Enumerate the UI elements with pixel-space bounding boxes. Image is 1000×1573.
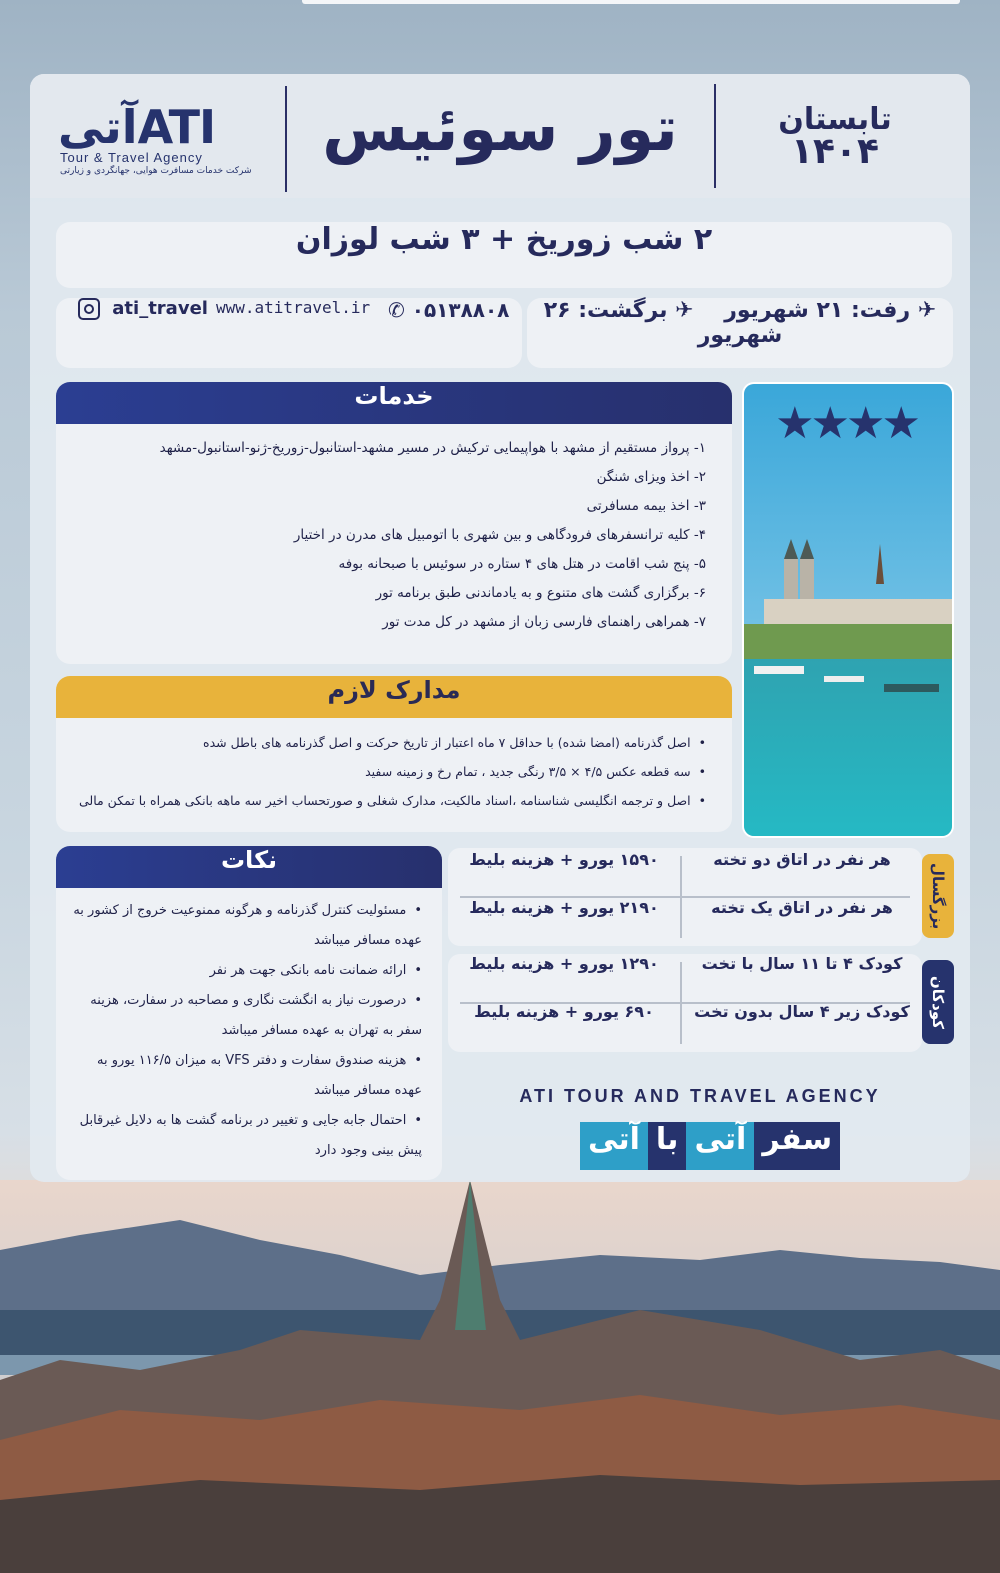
agency-logo [58, 100, 278, 180]
instagram-handle: ati_travel [112, 298, 208, 319]
page-title: تور سوئیس [322, 92, 678, 165]
notes-list [56, 888, 442, 1166]
documents-section [56, 676, 732, 832]
child-tag-label: کودکان [929, 975, 947, 1029]
adult-prices-box [448, 848, 922, 946]
notes-section [56, 846, 442, 1180]
list-item: ۶- برگزاری گشت های متنوع و به یادماندنی طبق برنامه تور [375, 585, 706, 601]
season-year: ۱۴۰۴ [791, 131, 879, 172]
list-item: ۵- پنج شب اقامت در هتل های ۴ ستاره در سوئیس با صبحانه بوفه [338, 556, 706, 572]
notes-title: نکات [56, 846, 442, 888]
instagram-icon [78, 298, 100, 320]
list-item: • هزینه صندوق سفارت و دفتر VFS به میزان ۱۱۶/۵ یورو به عهده مسافر میباشد [68, 1046, 422, 1106]
services-section [56, 382, 732, 664]
adult-single-price: ۲۱۹۰ یورو + هزینه بلیط [469, 898, 659, 917]
child-prices-box [448, 954, 922, 1052]
slogan-word: سفر [754, 1122, 840, 1170]
child-with-bed-price: ۱۲۹۰ یورو + هزینه بلیط [469, 954, 659, 973]
list-item: • اصل گذرنامه (امضا شده) با حداقل ۷ ماه اعتبار از تاریخ حرکت و اصل گذرنامه های باطل شده [70, 728, 706, 757]
list-item: • اصل و ترجمه انگلیسی شناسنامه ،اسناد مالکیت، مدارک شغلی و صورتحساب اخیر سه ماهه بانکی همراه با تمکن مالی [70, 786, 706, 815]
list-item: ۳- اخذ بیمه مسافرتی [586, 498, 706, 514]
logo-brand: ATIآتی [58, 100, 216, 154]
slogan-word: آتی [580, 1122, 648, 1170]
child-tag [922, 960, 954, 1044]
list-item: • احتمال جابه جایی و تغییر در برنامه گشت ها به دلایل غیرقابل پیش بینی وجود دارد [68, 1106, 422, 1166]
instagram-contact[interactable] [78, 298, 208, 368]
logo-tagline: Tour & Travel Agency [60, 150, 203, 165]
list-item: • درصورت نیاز به انگشت نگاری و مصاحبه در سفارت، هزینه سفر به تهران به عهده مسافر میباشد [68, 986, 422, 1046]
season-label: تابستان [778, 102, 892, 137]
zurich-photo [742, 382, 954, 838]
services-list [56, 424, 732, 637]
lausanne-scenery [0, 1180, 1000, 1573]
list-item: ۴- کلیه ترانسفرهای فرودگاهی و بین شهری با اتومبیل های مدرن در اختیار [293, 527, 706, 543]
child-no-bed-label: کودک زیر ۴ سال بدون تخت [694, 1002, 910, 1021]
list-item: ۲- اخذ ویزای شنگن [596, 469, 706, 485]
list-item: • سه قطعه عکس ۴/۵ × ۳/۵ رنگی جدید ، تمام رخ و زمینه سفید [70, 757, 706, 786]
agency-name: ATI TOUR AND TRAVEL AGENCY [519, 1086, 881, 1106]
phone-contact[interactable] [388, 298, 509, 368]
tour-subtitle: ۲ شب زوریخ + ۳ شب لوزان [56, 222, 952, 288]
phone-icon: ✆ [388, 298, 405, 322]
phone-number: ۰۵۱۳۸۸۰۸ [411, 298, 510, 322]
list-item: • ارائه ضمانت نامه بانکی جهت هر نفر [68, 956, 422, 986]
return-plane-icon: ✈ [675, 298, 694, 323]
adult-tag [922, 854, 954, 938]
child-no-bed-price: ۶۹۰ یورو + هزینه بلیط [474, 1002, 654, 1021]
services-title: خدمات [56, 382, 732, 424]
list-item: • مسئولیت کنترل گذرنامه و هرگونه ممنوعیت خروج از کشور به عهده مسافر میباشد [68, 896, 422, 956]
list-item: ۱- پرواز مستقیم از مشهد با هواپیمایی ترکیش در مسیر مشهد-استانبول-زوریخ-ژنو-استانبول-مشهد [159, 440, 706, 456]
departure-date: رفت: ۲۱ شهریور [724, 298, 911, 323]
return-date: برگشت: ۲۶ شهریور [543, 298, 783, 348]
slogan-banner [580, 1122, 840, 1170]
header-divider-right [714, 84, 716, 188]
list-item: ۷- همراهی راهنمای فارسی زبان از مشهد در کل مدت تور [382, 614, 706, 630]
website-link[interactable]: www.atitravel.ir [216, 298, 371, 317]
logo-company: شرکت خدمات مسافرت هوایی، جهانگردی و زیارتی [60, 166, 252, 176]
hotel-rating-stars: ★★★★ [775, 398, 917, 449]
departure-plane-icon: ✈ [917, 298, 937, 323]
slogan-word: با [648, 1122, 687, 1170]
adult-single-label: هر نفر در اتاق یک تخته [711, 898, 893, 917]
adult-double-label: هر نفر در اتاق دو تخته [713, 850, 891, 869]
dates-pill [527, 298, 953, 368]
child-with-bed-label: کودک ۴ تا ۱۱ سال با تخت [701, 954, 903, 973]
slogan-word: آتی [686, 1122, 754, 1170]
header-divider-left [285, 86, 287, 192]
season-badge [740, 102, 930, 172]
top-strip [302, 0, 960, 4]
adult-double-price: ۱۵۹۰ یورو + هزینه بلیط [469, 850, 659, 869]
documents-list [56, 718, 732, 815]
adult-tag-label: بزرگسال [929, 862, 947, 930]
documents-title: مدارک لازم [56, 676, 732, 718]
